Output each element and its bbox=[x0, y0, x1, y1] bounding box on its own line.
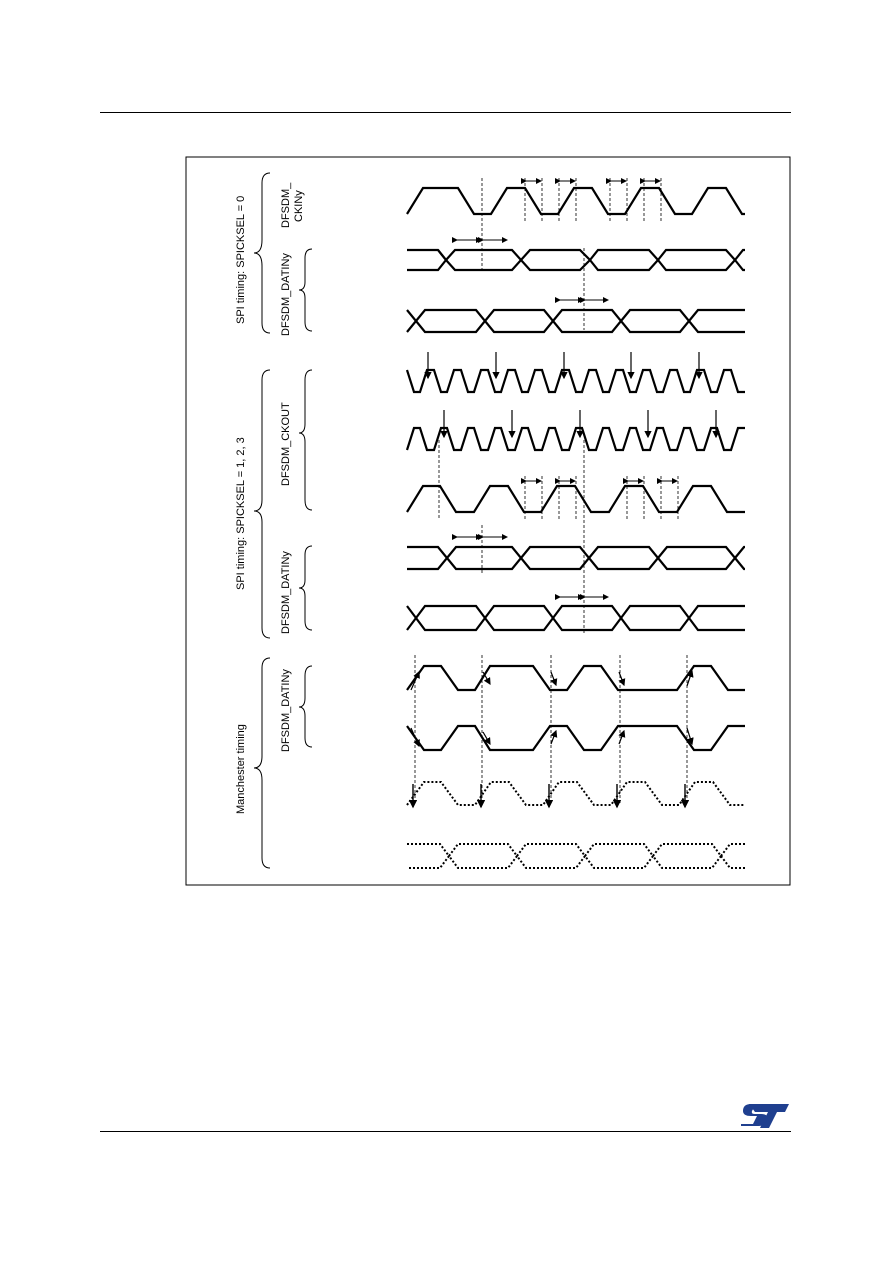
ckin-label-line1: DFSDM_ bbox=[280, 182, 292, 228]
manchester-clock-arrows bbox=[413, 784, 685, 807]
manchester-group-label: Manchester timing bbox=[235, 724, 247, 814]
manchester-datin-waveform-1 bbox=[407, 666, 745, 690]
brace-datin-spi0 bbox=[299, 249, 312, 331]
datin-spi0-label: DFSDM_DATINy bbox=[280, 253, 292, 336]
datin-spi123-label: DFSDM_DATINy bbox=[280, 551, 292, 634]
brace-spi123 bbox=[254, 370, 270, 638]
spi123-clock-waveform-1 bbox=[407, 370, 745, 392]
footer-rule bbox=[100, 1131, 791, 1132]
st-logo bbox=[741, 1102, 789, 1128]
spi123-datin-waveform-1 bbox=[407, 547, 745, 569]
brace-ckout bbox=[299, 370, 312, 510]
brace-spi0 bbox=[254, 173, 270, 333]
brace-datin-spi123 bbox=[299, 546, 312, 630]
manchester-recovered-clock bbox=[407, 782, 745, 805]
brace-manchester bbox=[254, 658, 270, 868]
spi123-ckout-waveform bbox=[407, 428, 745, 450]
figure-frame bbox=[186, 157, 790, 885]
ckout-label: DFSDM_CKOUT bbox=[280, 402, 292, 486]
spi0-timing-arrows bbox=[457, 181, 660, 300]
manchester-recovered-data bbox=[407, 844, 745, 868]
spi0-datin-waveform-1 bbox=[407, 250, 745, 270]
spi123-clock-1-arrows bbox=[428, 352, 699, 378]
spi123-ckout-arrows bbox=[444, 410, 716, 437]
manchester-datin-waveform-2 bbox=[407, 726, 745, 750]
ckin-label-line2: CKINy bbox=[293, 190, 305, 222]
spi0-datin-waveform-2 bbox=[407, 310, 745, 332]
spi123-datin-waveform-2 bbox=[407, 606, 745, 630]
brace-datin-manchester bbox=[299, 666, 312, 747]
spi123-group-label: SPI timing: SPICKSEL = 1, 2, 3 bbox=[235, 437, 247, 590]
datin-manchester-label: DFSDM_DATINy bbox=[280, 669, 292, 752]
spi0-group-label: SPI timing: SPICKSEL = 0 bbox=[235, 195, 247, 324]
